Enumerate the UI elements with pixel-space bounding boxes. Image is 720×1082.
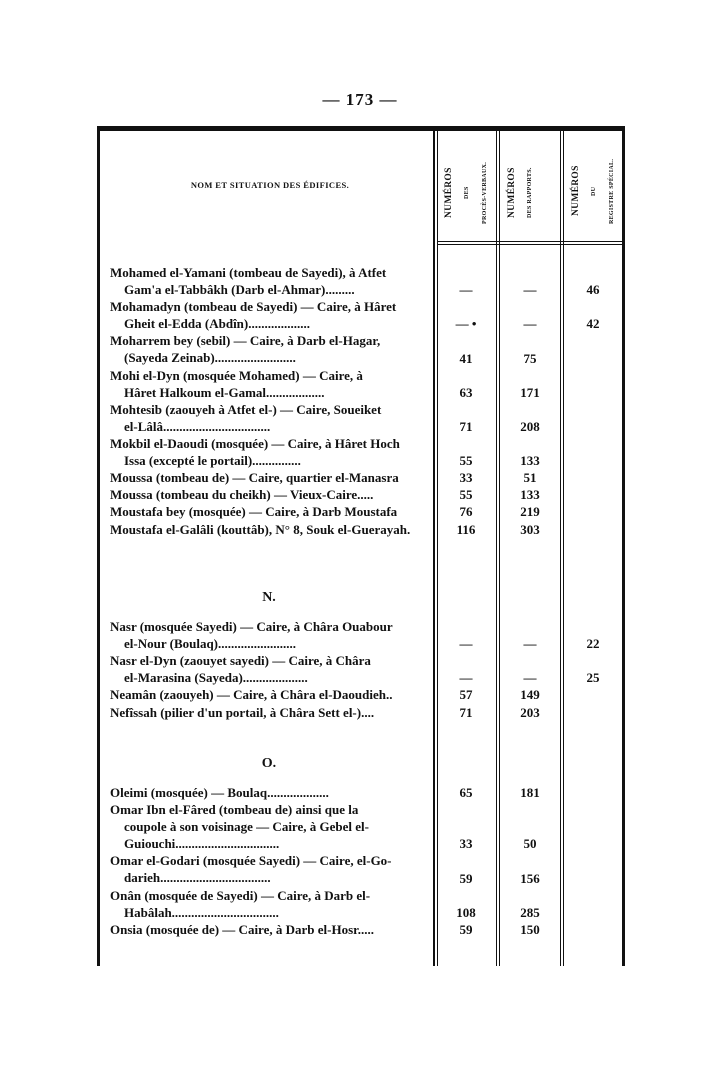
- entry-text-line: el-Nour (Boulaq)........................: [124, 636, 297, 651]
- table-row: [110, 486, 428, 503]
- entry-text-line: Mohtesib (zaouyeh à Atfet el-) — Caire, Soueiket: [110, 401, 382, 417]
- cell-rap: 219: [520, 504, 540, 520]
- entry-text-line: Hâret Halkoum el-Gamal..................: [124, 384, 325, 400]
- cell-pv: — •: [455, 316, 477, 332]
- cell-pv: 71: [459, 418, 473, 434]
- cell-reg: 42: [586, 316, 600, 332]
- entry-text-line: Moussa (tombeau de) — Caire, quartier el-Manasra: [110, 470, 399, 486]
- cell-rap: 51: [523, 470, 537, 486]
- cell-rap: 149: [520, 687, 540, 703]
- table-right-rule: [622, 126, 625, 966]
- entry-text-line: Mohamed el-Yamani (tombeau de Sayedi), à Atfet: [110, 265, 387, 280]
- cell-reg: 22: [586, 636, 600, 652]
- cell-pv: 76: [459, 504, 473, 520]
- column-rule-2: [496, 131, 497, 966]
- cell-rap: 303: [520, 521, 540, 537]
- table-row: [110, 801, 428, 852]
- cell-pv: 71: [459, 704, 473, 720]
- table-row: [110, 887, 428, 921]
- entry-text-line: Moussa (tombeau du cheikh) — Vieux-Caire.....: [110, 487, 374, 503]
- table-row: [110, 264, 428, 298]
- table-row: [110, 652, 428, 686]
- cell-pv: 108: [456, 904, 476, 920]
- entry-text-line: el-Marasina (Sayeda)....................: [124, 670, 308, 686]
- header-col2-line1: NUMÉROS: [507, 167, 517, 218]
- cell-pv: —: [459, 636, 473, 652]
- cell-pv: 57: [459, 687, 473, 703]
- cell-rap: 50: [523, 836, 537, 852]
- table-top-rule: [97, 126, 625, 131]
- table-row: [110, 298, 428, 332]
- cell-pv: 59: [459, 870, 473, 886]
- entry-text-line: Omar Ibn el-Fâred (tombeau de) ainsi que la: [110, 802, 359, 818]
- entry-text-line: coupole à son voisinage — Caire, à Gebel el-: [124, 819, 369, 835]
- table-row: [110, 435, 428, 469]
- cell-rap: 181: [520, 785, 540, 800]
- entry-text-line: Nasr el-Dyn (zaouyet sayedi) — Caire, à Châra: [110, 653, 371, 669]
- table-row: [110, 686, 428, 703]
- cell-pv: 65: [459, 785, 473, 800]
- table-row: [110, 469, 428, 486]
- column-rule-1: [433, 131, 435, 966]
- cell-rap: —: [523, 282, 537, 298]
- cell-pv: —: [459, 670, 473, 686]
- table-row: [110, 521, 428, 538]
- entry-text-line: Mohi el-Dyn (mosquée Mohamed) — Caire, à: [110, 367, 363, 383]
- header-col1-line2: DES: [464, 186, 470, 199]
- entry-text-line: Mokbil el-Daoudi (mosquée) — Caire, à Hâret Hoch: [110, 436, 400, 451]
- table-row: [110, 332, 428, 366]
- entry-text-line: Oleimi (mosquée) — Boulaq...................: [110, 785, 329, 800]
- cell-rap: —: [523, 316, 537, 332]
- page-number: — 173 —: [322, 90, 398, 109]
- cell-pv: —: [459, 282, 473, 298]
- cell-pv: 33: [459, 470, 473, 486]
- table-row: [110, 921, 428, 938]
- cell-rap: 133: [520, 487, 540, 503]
- header-col1-line3: PROCÈS-VERBAUX.: [482, 161, 488, 224]
- entry-text-line: Mohamadyn (tombeau de Sayedi) — Caire, à Hâret: [110, 299, 397, 315]
- header-col-rapports: [503, 150, 555, 235]
- column-rule-3: [560, 131, 561, 966]
- cell-rap: 285: [520, 904, 540, 920]
- entry-text-line: Issa (excepté le portail)...............: [124, 453, 301, 468]
- cell-rap: —: [523, 636, 537, 652]
- entry-text-line: Onân (mosquée de Sayedi) — Caire, à Darb el-: [110, 887, 371, 903]
- table-row: [110, 784, 428, 801]
- entry-text-line: Nasr (mosquée Sayedi) — Caire, à Châra Ouabour: [110, 619, 393, 634]
- entry-text-line: Habâlah.................................: [124, 904, 279, 920]
- header-col2-line2: DES RAPPORTS.: [527, 167, 533, 218]
- table-left-rule: [97, 126, 100, 966]
- cell-rap: 203: [520, 704, 540, 720]
- table-row: [110, 852, 428, 886]
- header-col3-line3: REGISTRE SPÉCIAL.: [609, 158, 615, 224]
- entry-text-line: (Sayeda Zeinab).........................: [124, 350, 296, 366]
- entry-text-line: Gheit el-Edda (Abdîn)...................: [124, 316, 310, 332]
- section-letter: N.: [262, 590, 276, 605]
- cell-rap: 171: [520, 384, 540, 400]
- cell-pv: 55: [459, 453, 473, 469]
- column-rule-2b: [499, 131, 500, 966]
- table-row: [110, 503, 428, 520]
- cell-reg: 25: [586, 670, 600, 686]
- cell-reg: 46: [586, 282, 600, 298]
- table-row: [110, 367, 428, 401]
- header-col-proces-verbaux: [440, 150, 492, 235]
- entry-text-line: Omar el-Godari (mosquée Sayedi) — Caire, el-Go-: [110, 853, 392, 869]
- entry-text-line: Moustafa el-Galâli (kouttâb), N° 8, Souk el-Guerayah.: [110, 521, 411, 537]
- cell-pv: 55: [459, 487, 473, 503]
- header-col3-line2: DU: [591, 186, 597, 196]
- entry-text-line: Moustafa bey (mosquée) — Caire, à Darb Moustafa: [110, 504, 398, 520]
- header-col3-line1: NUMÉROS: [571, 165, 581, 217]
- section-letter: O.: [261, 756, 277, 771]
- entry-text-line: Onsia (mosquée de) — Caire, à Darb el-Hosr.....: [110, 921, 374, 937]
- table-row: [110, 401, 428, 435]
- cell-pv: 59: [459, 921, 473, 937]
- table-row: [110, 704, 428, 721]
- cell-rap: 75: [523, 350, 537, 366]
- cell-pv: 33: [459, 836, 473, 852]
- cell-pv: 63: [459, 384, 473, 400]
- entry-text-line: Nefîssah (pilier d'un portail, à Châra Sett el-)....: [110, 704, 375, 720]
- header-bottom-rule: [437, 241, 622, 242]
- cell-pv: 116: [456, 521, 476, 537]
- header-col-registre: [567, 145, 619, 237]
- entry-text-line: Moharrem bey (sebil) — Caire, à Darb el-Hagar,: [110, 333, 381, 349]
- header-bottom-rule-b: [437, 244, 622, 245]
- cell-rap: 133: [520, 453, 540, 469]
- cell-pv: 41: [459, 350, 473, 366]
- cell-rap: —: [523, 670, 537, 686]
- header-title: NOM ET SITUATION DES ÉDIFICES.: [190, 180, 350, 190]
- cell-rap: 150: [520, 921, 540, 937]
- column-rule-3b: [563, 131, 564, 966]
- entry-text-line: el-Lâlâ.................................: [124, 418, 271, 434]
- entry-text-line: darieh..................................: [124, 870, 271, 886]
- header-col1-line1: NUMÉROS: [444, 167, 454, 218]
- entry-text-line: Neamân (zaouyeh) — Caire, à Châra el-Daoudieh..: [110, 687, 393, 703]
- entry-text-line: Guiouchi................................: [124, 836, 280, 852]
- entry-text-line: Gam'a el-Tabbâkh (Darb el-Ahmar).........: [124, 282, 355, 297]
- table-row: [110, 618, 428, 652]
- cell-rap: 156: [520, 870, 540, 886]
- cell-rap: 208: [520, 418, 540, 434]
